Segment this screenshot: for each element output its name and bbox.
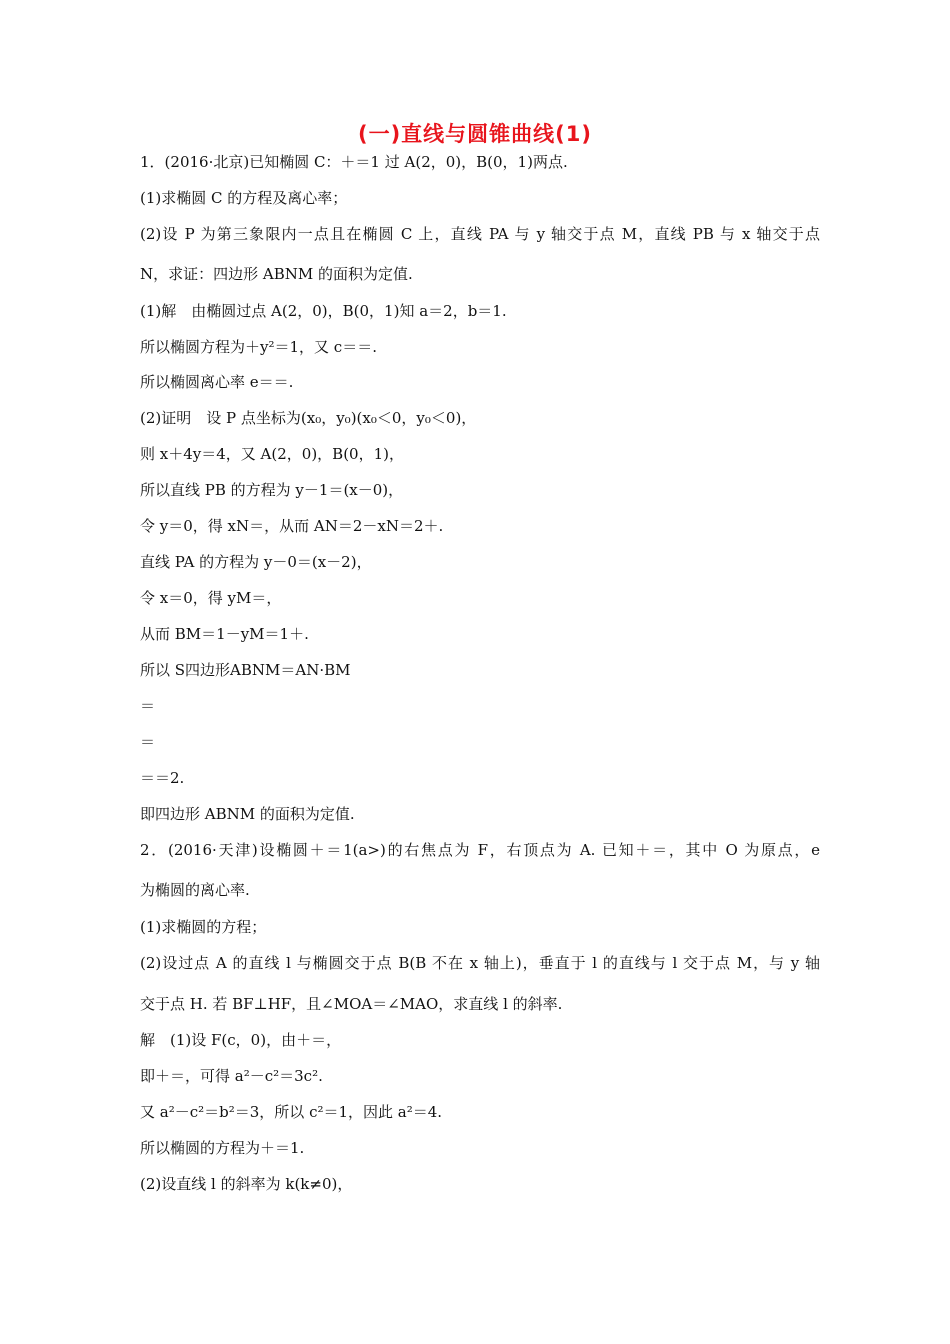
text-line: 2．(2016·天津)设椭圆＋＝1(a>)的右焦点为 F，右顶点为 A. 已知＋＝，其中 O 为原点，e xyxy=(140,841,820,859)
text-line: (1)求椭圆的方程； xyxy=(140,918,267,936)
text-line: 所以椭圆的方程为＋＝1. xyxy=(140,1139,305,1157)
text-line: 从而 BM＝1－yM＝1＋. xyxy=(140,625,309,643)
text-line: 交于点 H. 若 BF⊥HF，且∠MOA＝∠MAO，求直线 l 的斜率. xyxy=(140,995,563,1013)
text-line: 解 (1)设 F(c，0)，由＋＝， xyxy=(140,1031,342,1049)
text-line: 所以椭圆离心率 e＝＝. xyxy=(140,373,294,391)
document-title: (一)直线与圆锥曲线(1) xyxy=(357,122,592,146)
text-line: 1．(2016·北京)已知椭圆 C：＋＝1 过 A(2，0)，B(0，1)两点. xyxy=(140,153,568,171)
text-line: (2)证明 设 P 点坐标为(x₀，y₀)(x₀＜0，y₀＜0)， xyxy=(140,409,477,427)
text-line: 即＋＝，可得 a²－c²＝3c². xyxy=(140,1067,323,1085)
text-line: (1)求椭圆 C 的方程及离心率； xyxy=(140,189,348,207)
text-line: 所以椭圆方程为＋y²＝1，又 c＝＝. xyxy=(140,338,377,356)
text-line: 即四边形 ABNM 的面积为定值. xyxy=(140,805,355,823)
text-line: (2)设 P 为第三象限内一点且在椭圆 C 上，直线 PA 与 y 轴交于点 M，直线 PB 与 x 轴交于点 xyxy=(140,225,820,243)
text-line: (2)设直线 l 的斜率为 k(k≠0)， xyxy=(140,1175,353,1193)
text-line: 所以直线 PB 的方程为 y－1＝(x－0)， xyxy=(140,481,404,499)
text-line: 又 a²－c²＝b²＝3，所以 c²＝1，因此 a²＝4. xyxy=(140,1103,443,1121)
text-line: (2)设过点 A 的直线 l 与椭圆交于点 B(B 不在 x 轴上)，垂直于 l 的直线与 l 交于点 M，与 y 轴 xyxy=(140,954,820,972)
text-line: ＝ xyxy=(140,697,156,715)
text-line: N，求证：四边形 ABNM 的面积为定值. xyxy=(140,265,413,283)
text-line: 令 y＝0，得 xN＝，从而 AN＝2－xN＝2＋. xyxy=(140,517,444,535)
text-line: 直线 PA 的方程为 y－0＝(x－2)， xyxy=(140,553,372,571)
text-line: 则 x＋4y＝4，又 A(2，0)，B(0，1)， xyxy=(140,445,404,463)
text-line: (1)解 由椭圆过点 A(2，0)，B(0，1)知 a＝2，b＝1. xyxy=(140,302,507,320)
text-line: ＝ xyxy=(140,733,156,751)
text-line: 所以 S四边形ABNM＝AN·BM xyxy=(140,661,351,679)
text-line: 令 x＝0，得 yM＝， xyxy=(140,589,282,607)
text-line: ＝＝2. xyxy=(140,769,185,787)
text-line: 为椭圆的离心率. xyxy=(140,881,250,899)
